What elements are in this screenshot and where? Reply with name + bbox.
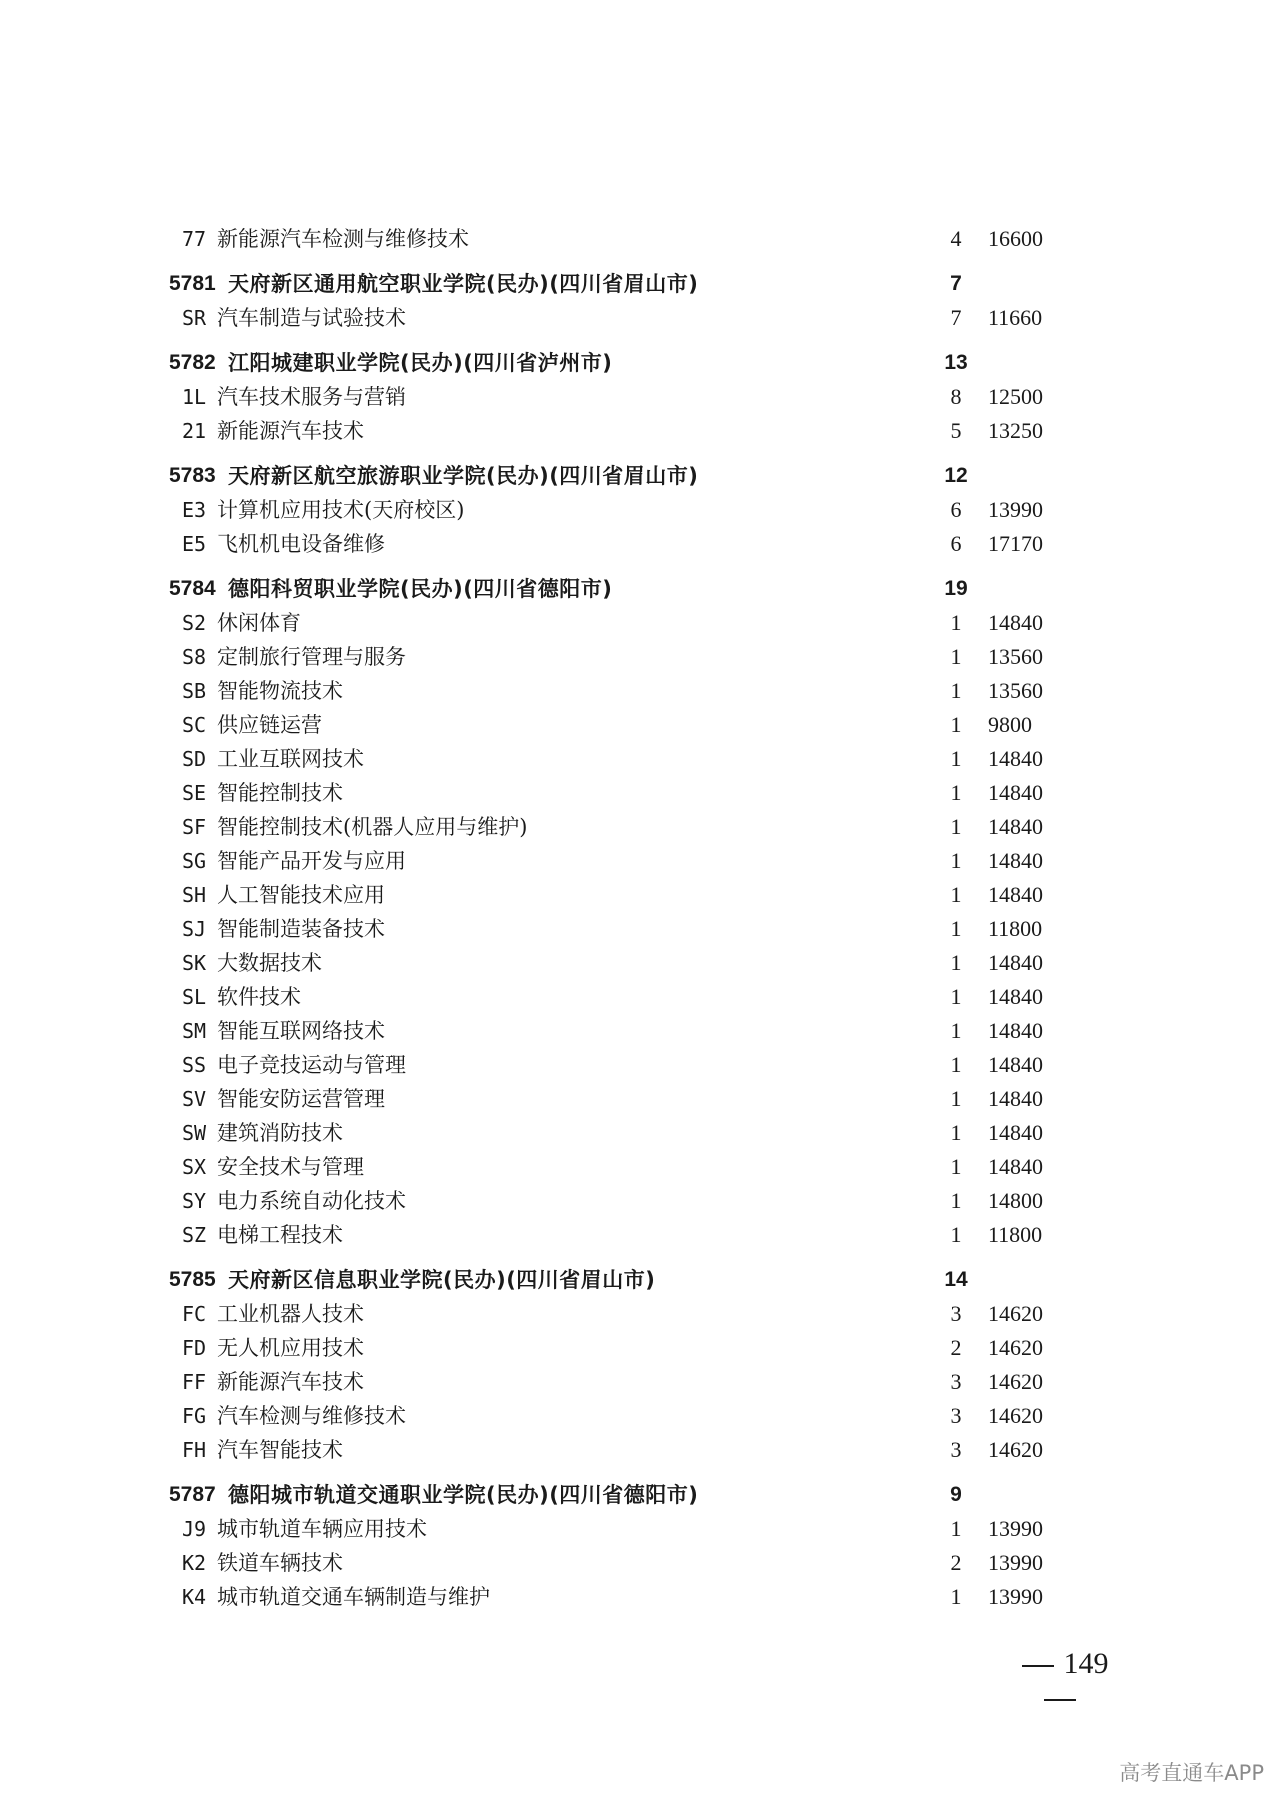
program-row	[0, 674, 1280, 708]
program-plan-count: 3	[950, 1301, 962, 1326]
program-name: 智能制造装备技术	[217, 917, 385, 941]
program-code: SH	[182, 883, 207, 907]
school-name: 天府新区航空旅游职业学院(民办)(四川省眉山市)	[228, 464, 699, 488]
program-plan-count: 1	[950, 1120, 962, 1145]
program-name: 软件技术	[217, 985, 301, 1009]
program-row	[0, 810, 1280, 844]
program-name: 汽车智能技术	[217, 1438, 343, 1462]
program-code: SV	[182, 1087, 207, 1111]
program-name: 汽车制造与试验技术	[217, 306, 406, 330]
program-name: 大数据技术	[217, 951, 322, 975]
program-name: 智能互联网络技术	[217, 1019, 385, 1043]
program-tuition: 13990	[988, 497, 1043, 522]
program-code: S2	[182, 611, 207, 635]
program-code: 21	[182, 419, 207, 443]
program-plan-count: 1	[950, 950, 962, 975]
school-name: 德阳城市轨道交通职业学院(民办)(四川省德阳市)	[228, 1483, 699, 1507]
program-row	[0, 1218, 1280, 1252]
program-plan-count: 1	[950, 848, 962, 873]
program-name: 人工智能技术应用	[217, 883, 385, 907]
program-row	[0, 742, 1280, 776]
program-row	[0, 1512, 1280, 1546]
program-code: FH	[182, 1438, 207, 1462]
program-tuition: 14620	[988, 1335, 1043, 1360]
program-tuition: 11660	[988, 305, 1043, 330]
program-name: 汽车检测与维修技术	[217, 1404, 406, 1428]
program-plan-count: 1	[950, 1516, 962, 1541]
program-code: E3	[182, 498, 207, 522]
school-code: 5782	[169, 351, 216, 374]
program-row	[0, 301, 1280, 335]
program-row	[0, 640, 1280, 674]
program-tuition: 16600	[988, 226, 1043, 251]
program-plan-count: 1	[950, 644, 962, 669]
program-plan-count: 1	[950, 746, 962, 771]
program-name: 新能源汽车技术	[217, 419, 364, 443]
program-plan-count: 3	[950, 1369, 962, 1394]
program-row	[0, 1399, 1280, 1433]
program-row	[0, 1184, 1280, 1218]
page-number-value: 149	[1063, 1647, 1109, 1680]
program-plan-count: 1	[950, 1086, 962, 1111]
program-code: SE	[182, 781, 207, 805]
program-name: 工业互联网技术	[217, 747, 364, 771]
school-row	[0, 1263, 1280, 1297]
program-row	[0, 1433, 1280, 1467]
program-name: 建筑消防技术	[217, 1121, 343, 1145]
program-tuition: 13990	[988, 1516, 1043, 1541]
program-name: 新能源汽车检测与维修技术	[217, 227, 469, 251]
program-name: 智能产品开发与应用	[217, 849, 406, 873]
program-plan-count: 1	[950, 916, 962, 941]
program-name: 电子竞技运动与管理	[217, 1053, 406, 1077]
program-name: 安全技术与管理	[217, 1155, 364, 1179]
program-tuition: 14620	[988, 1301, 1043, 1326]
program-plan-count: 5	[950, 418, 962, 443]
school-plan-total: 12	[944, 464, 968, 487]
school-code: 5785	[169, 1268, 216, 1291]
program-plan-count: 1	[950, 882, 962, 907]
program-tuition: 13560	[988, 678, 1043, 703]
program-row	[0, 844, 1280, 878]
program-code: SK	[182, 951, 207, 975]
school-code: 5787	[169, 1483, 216, 1506]
school-code: 5781	[169, 272, 216, 295]
program-code: SJ	[182, 917, 207, 941]
program-code: SL	[182, 985, 207, 1009]
program-name: 飞机机电设备维修	[217, 532, 385, 556]
program-tuition: 14840	[988, 950, 1043, 975]
program-code: SR	[182, 306, 207, 330]
program-code: FF	[182, 1370, 207, 1394]
program-tuition: 17170	[988, 531, 1043, 556]
program-name: 城市轨道交通车辆制造与维护	[217, 1585, 490, 1609]
program-code: K4	[182, 1585, 207, 1609]
program-plan-count: 1	[950, 1222, 962, 1247]
program-tuition: 12500	[988, 384, 1043, 409]
school-plan-total: 14	[944, 1268, 968, 1291]
program-plan-count: 6	[950, 497, 962, 522]
program-tuition: 14840	[988, 1120, 1043, 1145]
program-tuition: 13990	[988, 1550, 1043, 1575]
program-code: SG	[182, 849, 207, 873]
program-row	[0, 708, 1280, 742]
program-code: SS	[182, 1053, 207, 1077]
program-code: 1L	[182, 385, 207, 409]
school-row	[0, 459, 1280, 493]
school-name: 德阳科贸职业学院(民办)(四川省德阳市)	[228, 577, 613, 601]
program-code: SC	[182, 713, 207, 737]
program-row	[0, 1331, 1280, 1365]
program-code: K2	[182, 1551, 207, 1575]
school-row	[0, 1478, 1280, 1512]
program-row	[0, 1014, 1280, 1048]
program-code: SM	[182, 1019, 207, 1043]
program-plan-count: 1	[950, 1018, 962, 1043]
program-tuition: 13560	[988, 644, 1043, 669]
program-name: 休闲体育	[217, 611, 301, 635]
program-name: 电力系统自动化技术	[217, 1189, 406, 1213]
program-code: E5	[182, 532, 207, 556]
program-plan-count: 1	[950, 1052, 962, 1077]
program-row	[0, 1116, 1280, 1150]
program-plan-count: 1	[950, 678, 962, 703]
program-plan-count: 7	[950, 305, 962, 330]
school-name: 天府新区信息职业学院(民办)(四川省眉山市)	[228, 1268, 656, 1292]
program-name: 铁道车辆技术	[217, 1551, 343, 1575]
program-plan-count: 1	[950, 780, 962, 805]
program-name: 工业机器人技术	[217, 1302, 364, 1326]
program-code: FG	[182, 1404, 207, 1428]
program-tuition: 14840	[988, 1154, 1043, 1179]
program-code: 77	[182, 227, 207, 251]
program-row	[0, 606, 1280, 640]
program-tuition: 11800	[988, 1222, 1043, 1247]
page-number	[988, 1647, 1132, 1715]
program-code: FD	[182, 1336, 207, 1360]
program-tuition: 14840	[988, 1086, 1043, 1111]
program-tuition: 14840	[988, 780, 1043, 805]
program-tuition: 9800	[988, 712, 1032, 737]
program-row	[0, 980, 1280, 1014]
program-name: 智能控制技术	[217, 781, 343, 805]
program-code: SB	[182, 679, 207, 703]
program-tuition: 14840	[988, 848, 1043, 873]
program-tuition: 14620	[988, 1403, 1043, 1428]
program-row	[0, 493, 1280, 527]
program-code: FC	[182, 1302, 207, 1326]
program-tuition: 14620	[988, 1437, 1043, 1462]
program-name: 计算机应用技术(天府校区)	[217, 498, 465, 522]
school-row	[0, 572, 1280, 606]
school-plan-total: 9	[950, 1483, 962, 1506]
program-row	[0, 380, 1280, 414]
program-code: SW	[182, 1121, 207, 1145]
school-row	[0, 346, 1280, 380]
program-row	[0, 878, 1280, 912]
program-row	[0, 527, 1280, 561]
program-tuition: 14800	[988, 1188, 1043, 1213]
school-name: 江阳城建职业学院(民办)(四川省泸州市)	[228, 351, 613, 375]
program-tuition: 14840	[988, 814, 1043, 839]
program-tuition: 14840	[988, 882, 1043, 907]
school-code: 5784	[169, 577, 216, 600]
program-plan-count: 2	[950, 1335, 962, 1360]
program-name: 无人机应用技术	[217, 1336, 364, 1360]
program-name: 智能物流技术	[217, 679, 343, 703]
program-plan-count: 2	[950, 1550, 962, 1575]
program-row	[0, 414, 1280, 448]
program-plan-count: 1	[950, 1154, 962, 1179]
program-tuition: 14840	[988, 984, 1043, 1009]
watermark-text: 高考直通车APP	[1119, 1761, 1264, 1785]
program-row	[0, 1546, 1280, 1580]
program-tuition: 13990	[988, 1584, 1043, 1609]
program-code: SY	[182, 1189, 207, 1213]
program-tuition: 14840	[988, 1018, 1043, 1043]
program-plan-count: 1	[950, 1188, 962, 1213]
program-row	[0, 1580, 1280, 1614]
program-row	[0, 1297, 1280, 1331]
program-plan-count: 4	[950, 226, 962, 251]
program-name: 汽车技术服务与营销	[217, 385, 406, 409]
program-row	[0, 1365, 1280, 1399]
program-name: 智能控制技术(机器人应用与维护)	[217, 815, 528, 839]
program-code: J9	[182, 1517, 207, 1541]
program-tuition: 14620	[988, 1369, 1043, 1394]
program-code: SD	[182, 747, 207, 771]
program-row	[0, 776, 1280, 810]
school-row	[0, 267, 1280, 301]
page-number-right-dash	[1044, 1699, 1076, 1701]
program-plan-count: 1	[950, 1584, 962, 1609]
school-code: 5783	[169, 464, 216, 487]
program-plan-count: 1	[950, 984, 962, 1009]
program-name: 供应链运营	[217, 713, 322, 737]
program-plan-count: 1	[950, 814, 962, 839]
page-number-left-dash	[1022, 1665, 1054, 1667]
program-name: 城市轨道车辆应用技术	[217, 1517, 427, 1541]
program-name: 电梯工程技术	[217, 1223, 343, 1247]
program-row	[0, 912, 1280, 946]
school-plan-total: 13	[944, 351, 968, 374]
enrollment-plan-list	[0, 222, 1280, 1614]
program-tuition: 13250	[988, 418, 1043, 443]
program-code: SZ	[182, 1223, 207, 1247]
program-row	[0, 222, 1280, 256]
program-name: 新能源汽车技术	[217, 1370, 364, 1394]
program-code: SX	[182, 1155, 207, 1179]
program-row	[0, 1082, 1280, 1116]
program-plan-count: 3	[950, 1437, 962, 1462]
school-plan-total: 19	[944, 577, 968, 600]
program-row	[0, 1150, 1280, 1184]
program-plan-count: 1	[950, 610, 962, 635]
program-name: 智能安防运营管理	[217, 1087, 385, 1111]
program-plan-count: 1	[950, 712, 962, 737]
program-tuition: 14840	[988, 746, 1043, 771]
program-code: SF	[182, 815, 207, 839]
program-code: S8	[182, 645, 207, 669]
program-plan-count: 6	[950, 531, 962, 556]
school-plan-total: 7	[950, 272, 962, 295]
program-name: 定制旅行管理与服务	[217, 645, 406, 669]
program-plan-count: 8	[950, 384, 962, 409]
program-plan-count: 3	[950, 1403, 962, 1428]
program-row	[0, 946, 1280, 980]
program-row	[0, 1048, 1280, 1082]
school-name: 天府新区通用航空职业学院(民办)(四川省眉山市)	[228, 272, 699, 296]
program-tuition: 11800	[988, 916, 1043, 941]
program-tuition: 14840	[988, 1052, 1043, 1077]
program-tuition: 14840	[988, 610, 1043, 635]
